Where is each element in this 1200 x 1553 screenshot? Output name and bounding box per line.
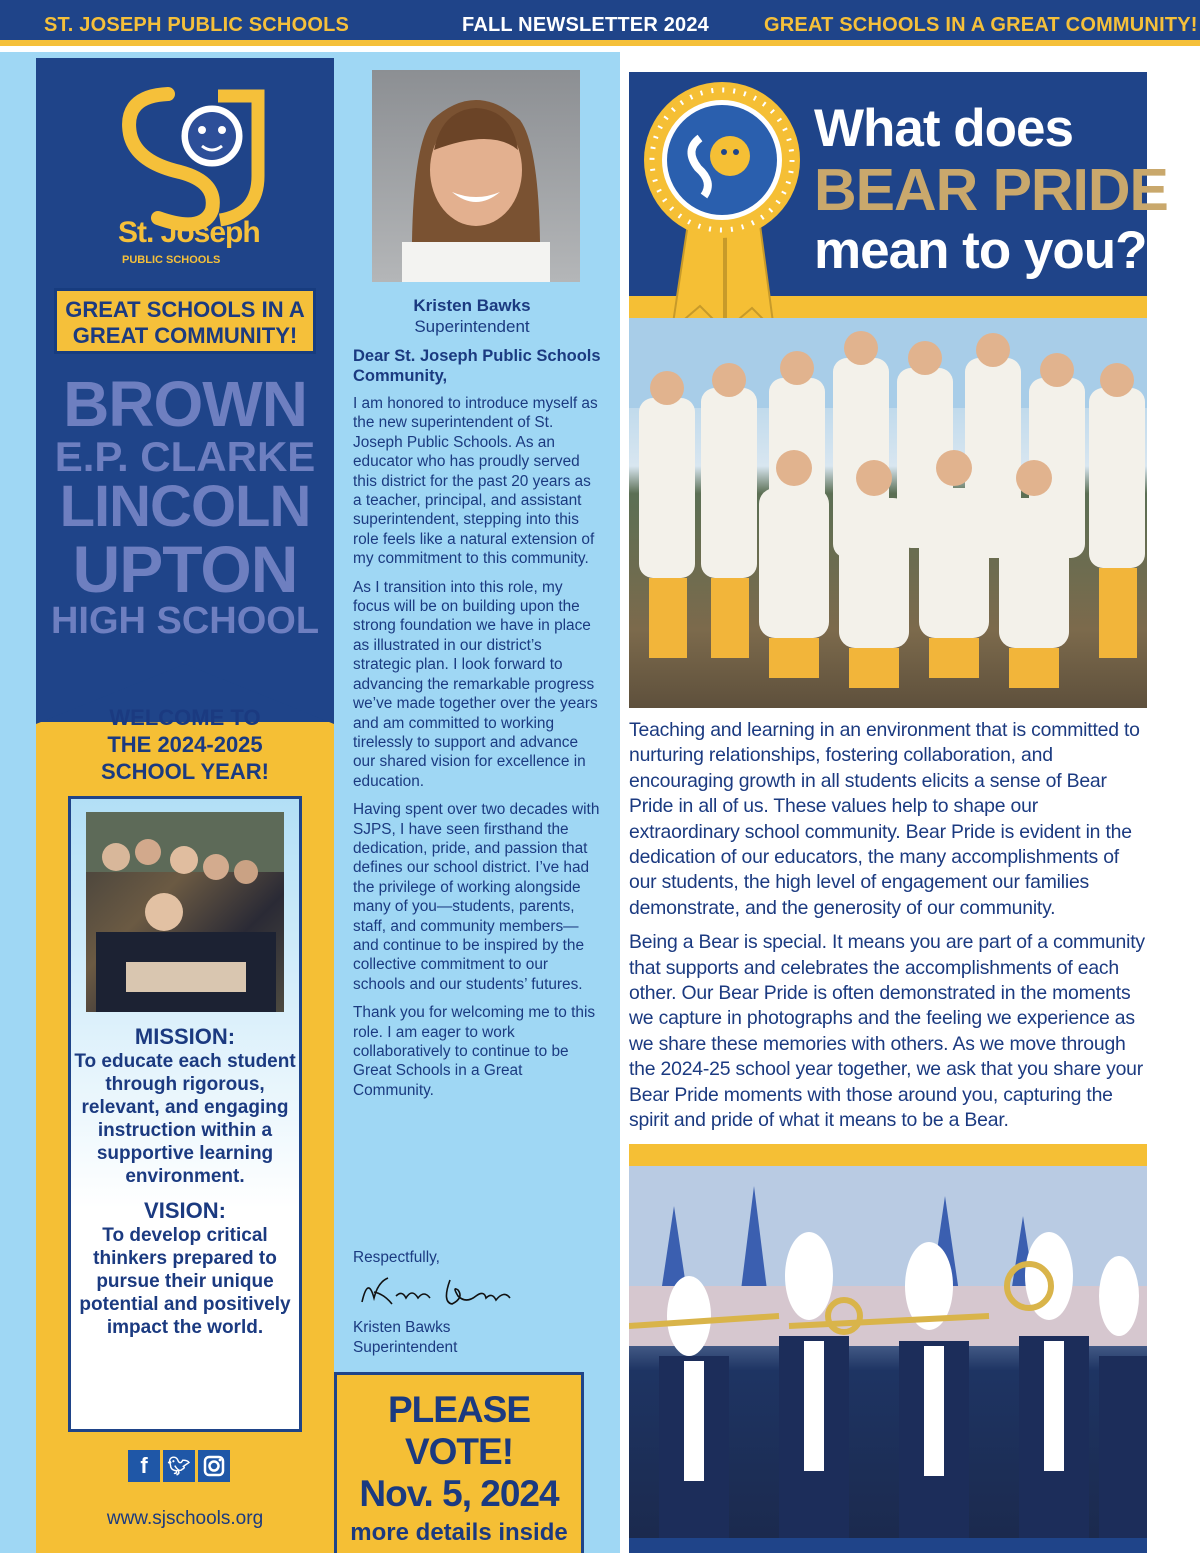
team-photo-shapes bbox=[629, 318, 1147, 708]
header-newsletter-title: FALL NEWSLETTER 2024 bbox=[462, 14, 710, 36]
superintendent-title: Superintendent bbox=[414, 317, 530, 336]
headline-line-2: BEAR PRIDE bbox=[814, 157, 1168, 223]
superintendent-name: Kristen Bawks bbox=[413, 296, 531, 315]
website-link[interactable]: www.sjschools.org bbox=[106, 1508, 264, 1529]
school-name: BROWN bbox=[63, 368, 307, 440]
letter-paragraph: Having spent over two decades with SJPS, I have seen firsthand the dedication, pride, and passion that defines our school district. I’ve had the privilege of working alongside many of you—students, parents, staff, and community members—and continue to be inspired by the collective commitment to our schools and our students’ futures. bbox=[353, 801, 600, 993]
article-paragraph: Teaching and learning in an environment that is committed to nurturing relationships, fostering collaboration, and encouraging growth in all students elicits a sense of Bear Pride in all of us. These values help to shape our extraordinary school community. Bear Pride is evident in the dedication of our educators, the many accomplishments of our students, the high level of engagement our families demonstrate, and the generosity of our community. bbox=[629, 719, 1140, 919]
welcome-line: SCHOOL YEAR! bbox=[101, 759, 269, 784]
school-name: E.P. CLARKE bbox=[54, 433, 316, 480]
top-banner bbox=[0, 0, 1200, 46]
vote-date: Nov. 5, 2024 bbox=[359, 1473, 559, 1514]
welcome-heading bbox=[36, 704, 334, 785]
letter-closing: Respectfully, bbox=[353, 1249, 440, 1266]
softball-team-photo bbox=[629, 318, 1147, 708]
mission-statement: To educate each student through rigorous, relevant, and engaging instruction within a supportive learning environment. bbox=[74, 1051, 296, 1187]
vote-callout bbox=[334, 1372, 584, 1553]
vote-heading: PLEASE VOTE! bbox=[387, 1389, 531, 1472]
school-list bbox=[36, 368, 334, 642]
signature-block bbox=[353, 1318, 457, 1358]
instagram-icon[interactable] bbox=[198, 1450, 230, 1482]
school-name: HIGH SCHOOL bbox=[50, 600, 320, 642]
tagline-line-2: GREAT COMMUNITY! bbox=[72, 323, 298, 348]
vision-statement: To develop critical thinkers prepared to pursue their unique potential and positively impact the world. bbox=[79, 1225, 291, 1338]
twitter-icon[interactable]: 🐦︎ bbox=[163, 1450, 195, 1482]
header-tagline: GREAT SCHOOLS IN A GREAT COMMUNITY! bbox=[764, 14, 1198, 36]
letter-paragraph: I am honored to introduce myself as the new superintendent of St. Joseph Public Schools. As an educator who has proudly served this district for the past 20 years as a teacher, principal, and assistant superintendent, stepping into this role feels like a natural extension of my commitment to this community. bbox=[353, 395, 598, 568]
headline-line-1: What does bbox=[814, 99, 1073, 158]
headline-line-3: mean to you? bbox=[814, 221, 1147, 280]
welcome-line: WELCOME TO bbox=[109, 705, 261, 730]
superintendent-letter bbox=[353, 346, 601, 1109]
school-name: UPTON bbox=[72, 532, 298, 606]
mission-title: MISSION: bbox=[134, 1024, 236, 1049]
letter-paragraph: As I transition into this role, my focus will be on building upon the strong foundation we have in place as illustrated in our district’s strategic plan. I look forward to advancing the remarkable progress we’ve made together over the years and am committed to working tirelessly to support and advance our shared vision for excellence in education. bbox=[353, 578, 598, 790]
letter-salutation: Dear St. Joseph Public Schools Community, bbox=[353, 347, 601, 385]
bear-pride-article bbox=[629, 718, 1151, 1143]
superintendent-portrait bbox=[372, 70, 580, 282]
school-name: LINCOLN bbox=[59, 474, 311, 539]
signer-title: Superintendent bbox=[353, 1339, 458, 1356]
article-paragraph: Being a Bear is special. It means you are part of a community that supports and celebrates the accomplishments of each other. Our Bear Pride is often demonstrated in the moments we capture in photographs and the feeling we experience as we share these memories with others. As we move through the 2024-25 school year together, we ask that you share your Bear Pride moments with those around you, capturing the spirit and pride of what it means to be a Bear. bbox=[629, 931, 1145, 1132]
students-photo-shapes bbox=[86, 812, 284, 1012]
header-gold-rule bbox=[0, 40, 1200, 46]
social-links bbox=[128, 1450, 230, 1482]
letter-paragraph: Thank you for welcoming me to this role. I am eager to work collaboratively to continue to be Great Schools in a Great Community. bbox=[353, 1004, 596, 1099]
photo-navy-band bbox=[629, 1538, 1147, 1553]
vote-details: more details inside bbox=[350, 1519, 568, 1546]
marching-band-photo bbox=[629, 1166, 1147, 1538]
portrait-shapes bbox=[372, 70, 580, 282]
handwritten-signature bbox=[354, 1268, 524, 1314]
signer-name: Kristen Bawks bbox=[353, 1319, 451, 1336]
logo-subtitle: PUBLIC SCHOOLS bbox=[122, 254, 221, 266]
mission-vision-text bbox=[72, 1024, 298, 1339]
photo-gold-band bbox=[629, 1144, 1147, 1166]
facebook-icon[interactable]: f bbox=[128, 1450, 160, 1482]
band-photo-shapes bbox=[629, 1166, 1147, 1538]
vision-title: VISION: bbox=[144, 1198, 226, 1223]
tagline-box bbox=[54, 288, 316, 354]
students-group-photo bbox=[86, 812, 284, 1012]
tagline-line-1: GREAT SCHOOLS IN A bbox=[65, 297, 305, 322]
welcome-line: THE 2024-2025 bbox=[107, 732, 263, 757]
award-ribbon-icon bbox=[640, 80, 805, 335]
header-school-name: ST. JOSEPH PUBLIC SCHOOLS bbox=[44, 14, 350, 36]
logo-wordmark: St. Joseph bbox=[118, 216, 260, 249]
